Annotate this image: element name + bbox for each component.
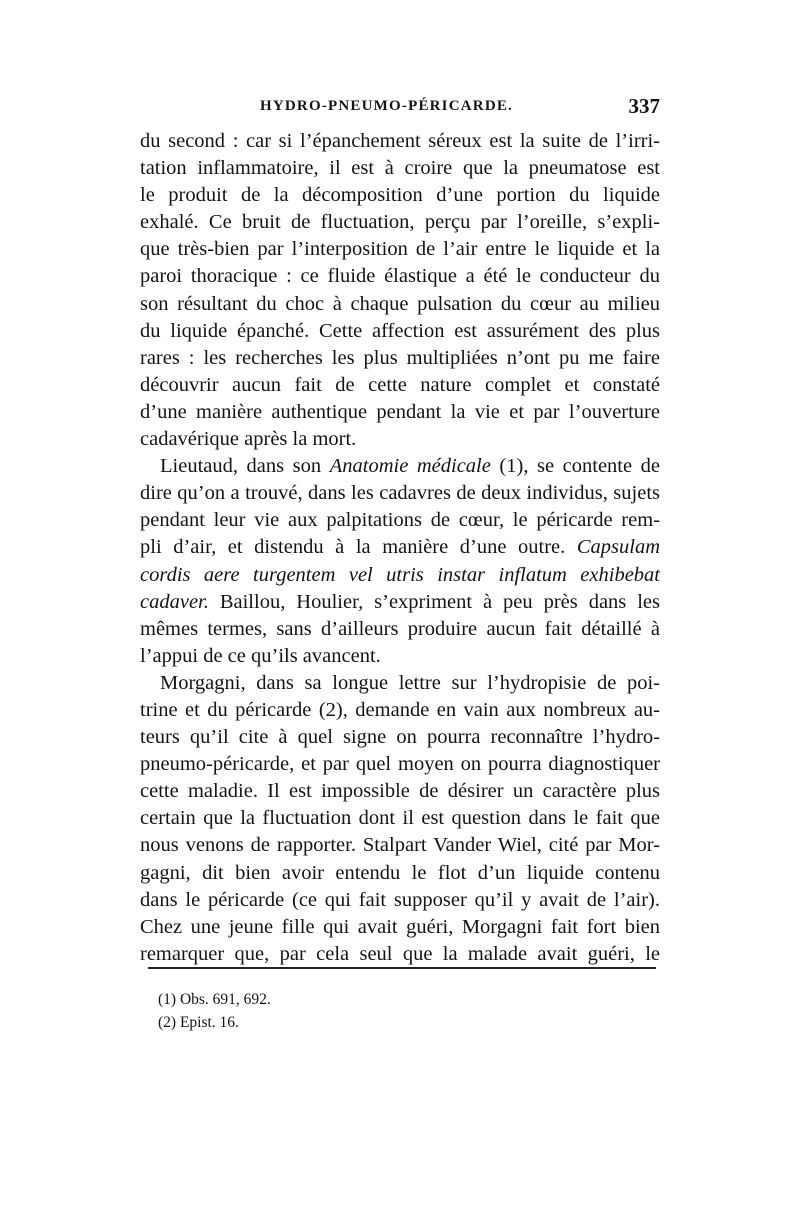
text-line: son résultant du choc à chaque pulsation du cœur au milieu xyxy=(140,292,660,315)
text-line: découvrir aucun fait de cette nature complet et constaté xyxy=(140,373,660,396)
text-line: du liquide épanché. Cette affection est assurément des plus xyxy=(140,319,660,342)
text-line: pli d’air, et distendu à la manière d’une outre. Capsulam xyxy=(140,536,660,559)
footnote: (1) Obs. 691, 692. xyxy=(158,991,271,1008)
body-text xyxy=(140,128,660,968)
text-line: gagni, dit bien avoir entendu le flot d’un liquide contenu xyxy=(140,861,660,884)
text-line: teurs qu’il cite à quel signe on pourra reconnaître l’hydro- xyxy=(140,726,660,749)
text-line: cadavérique après la mort. xyxy=(140,428,357,451)
text-line: rares : les recherches les plus multipliées n’ont pu me faire xyxy=(140,346,660,369)
footnote: (2) Epist. 16. xyxy=(158,1014,239,1031)
text-line: d’une manière authentique pendant la vie et par l’ouverture xyxy=(140,400,660,423)
text-line: remarquer que, par cela seul que la malade avait guéri, le xyxy=(140,942,660,965)
text-line: exhalé. Ce bruit de fluctuation, perçu par l’oreille, s’expli- xyxy=(140,211,660,234)
running-head: HYDRO-PNEUMO-PÉRICARDE. xyxy=(260,98,514,114)
text-line: le produit de la décomposition d’une portion du liquide xyxy=(140,184,660,207)
text-line: tation inflammatoire, il est à croire que la pneumatose est xyxy=(140,157,660,180)
text-line: nous venons de rapporter. Stalpart Vander Wiel, cité par Mor- xyxy=(140,834,660,857)
text-line: paroi thoracique : ce fluide élastique a été le conducteur du xyxy=(140,265,660,288)
text-line: Lieutaud, dans son Anatomie médicale (1), se contente de xyxy=(160,455,660,478)
footnote-rule xyxy=(148,967,656,969)
page-header xyxy=(140,94,660,128)
text-line: mêmes termes, sans d’ailleurs produire aucun fait détaillé à xyxy=(140,617,660,640)
text-line: du second : car si l’épanchement séreux est la suite de l’irri- xyxy=(140,130,660,152)
text-line: trine et du péricarde (2), demande en vain aux nombreux au- xyxy=(140,698,660,721)
text-line: que très-bien par l’interposition de l’air entre le liquide et la xyxy=(140,238,660,261)
page-number: 337 xyxy=(628,94,660,118)
text-line: l’appui de ce qu’ils avancent. xyxy=(140,644,381,667)
text-line: cordis aere turgentem vel utris instar inflatum exhibebat xyxy=(140,563,660,586)
text-line: certain que la fluctuation dont il est question dans le fait que xyxy=(140,807,660,830)
text-line: cadaver. Baillou, Houlier, s’expriment à peu près dans les xyxy=(140,590,660,613)
text-line: Morgagni, dans sa longue lettre sur l’hydropisie de poi- xyxy=(160,671,660,694)
text-line: dire qu’on a trouvé, dans les cadavres de deux individus, sujets xyxy=(140,482,660,505)
text-line: Chez une jeune fille qui avait guéri, Morgagni fait fort bien xyxy=(140,915,660,938)
text-line: pendant leur vie aux palpitations de cœur, le péricarde rem- xyxy=(140,509,660,532)
text-line: pneumo-péricarde, et par quel moyen on pourra diagnostiquer xyxy=(140,753,660,776)
footnotes xyxy=(158,988,271,1034)
text-line: dans le péricarde (ce qui fait supposer qu’il y avait de l’air). xyxy=(140,888,660,911)
text-line: cette maladie. Il est impossible de désirer un caractère plus xyxy=(140,780,660,803)
